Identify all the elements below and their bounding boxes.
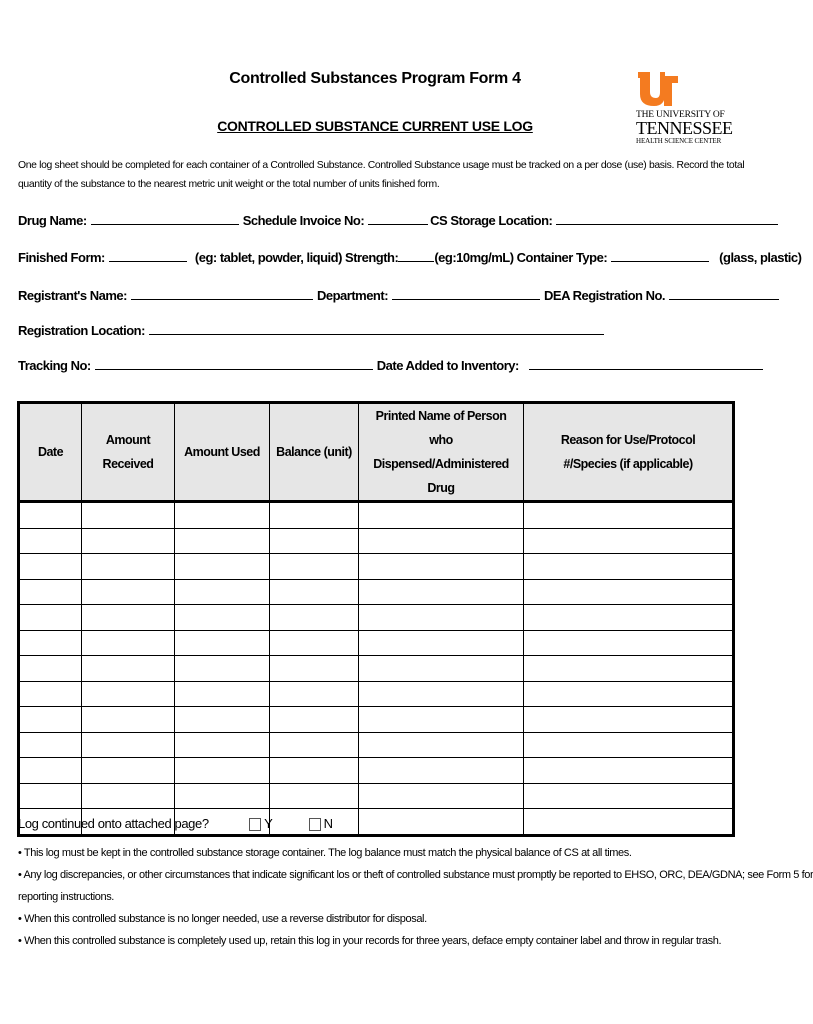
table-header-row <box>19 403 734 502</box>
table-cell[interactable] <box>19 758 82 784</box>
table-cell[interactable] <box>359 502 524 529</box>
bullet-3: • When this controlled substance is no longer needed, use a reverse distributor for disposal. <box>18 913 427 925</box>
bullet-2b: reporting instructions. <box>18 891 114 903</box>
table-cell[interactable] <box>359 605 524 631</box>
table-cell[interactable] <box>82 528 175 554</box>
table-cell[interactable] <box>19 732 82 758</box>
table-cell[interactable] <box>359 656 524 682</box>
col-amount-received: Amount Received <box>82 403 175 502</box>
logo-line-1: THE UNIVERSITY OF <box>636 110 725 120</box>
table-cell[interactable] <box>175 732 270 758</box>
yes-checkbox[interactable] <box>249 818 261 831</box>
table-row <box>19 554 734 580</box>
table-cell[interactable] <box>19 681 82 707</box>
table-cell[interactable] <box>82 502 175 529</box>
reg-location-row <box>18 322 608 338</box>
col-printed-name: Printed Name of Person who Dispensed/Administered Drug <box>359 403 524 502</box>
dea-label: DEA Registration No. <box>544 288 666 303</box>
registrant-field[interactable] <box>131 287 313 300</box>
table-cell[interactable] <box>19 554 82 580</box>
table-cell[interactable] <box>270 681 359 707</box>
table-cell[interactable] <box>270 707 359 733</box>
date-added-label: Date Added to Inventory: <box>376 358 519 373</box>
finished-form-field[interactable] <box>109 249 187 262</box>
table-row <box>19 758 734 784</box>
table-cell[interactable] <box>359 809 524 836</box>
strength-field[interactable] <box>398 249 434 262</box>
reg-location-field[interactable] <box>149 322 604 335</box>
form-example-label: (eg: tablet, powder, liquid) Strength: <box>194 250 399 265</box>
table-cell[interactable] <box>19 605 82 631</box>
table-cell[interactable] <box>270 605 359 631</box>
dea-field[interactable] <box>669 287 779 300</box>
table-cell[interactable] <box>82 605 175 631</box>
table-cell[interactable] <box>359 630 524 656</box>
table-cell[interactable] <box>175 554 270 580</box>
table-cell[interactable] <box>175 656 270 682</box>
table-cell[interactable] <box>524 579 734 605</box>
table-cell[interactable] <box>524 809 734 836</box>
table-cell[interactable] <box>270 630 359 656</box>
table-cell[interactable] <box>524 707 734 733</box>
table-cell[interactable] <box>359 554 524 580</box>
table-cell[interactable] <box>524 554 734 580</box>
bullet-4: • When this controlled substance is completely used up, retain this log in your records for three years, deface empty container label and throw in regular trash. <box>18 935 722 947</box>
cs-storage-field[interactable] <box>556 212 778 225</box>
table-cell[interactable] <box>82 707 175 733</box>
table-cell[interactable] <box>82 732 175 758</box>
tracking-field[interactable] <box>95 357 373 370</box>
strength-example-label: (eg:10mg/mL) Container Type: <box>434 250 608 265</box>
department-label: Department: <box>316 288 389 303</box>
cs-storage-label: CS Storage Location: <box>430 213 553 228</box>
tracking-row <box>18 357 767 373</box>
university-logo <box>636 72 733 145</box>
table-cell[interactable] <box>270 554 359 580</box>
table-cell[interactable] <box>19 656 82 682</box>
table-row <box>19 630 734 656</box>
table-row <box>19 605 734 631</box>
table-cell[interactable] <box>82 630 175 656</box>
table-cell[interactable] <box>270 528 359 554</box>
table-cell[interactable] <box>175 579 270 605</box>
no-checkbox[interactable] <box>309 818 321 831</box>
container-type-field[interactable] <box>611 249 709 262</box>
table-cell[interactable] <box>524 732 734 758</box>
table-cell[interactable] <box>175 630 270 656</box>
table-cell[interactable] <box>19 579 82 605</box>
table-cell[interactable] <box>19 502 82 529</box>
table-cell[interactable] <box>270 732 359 758</box>
table-cell[interactable] <box>359 732 524 758</box>
table-cell[interactable] <box>19 528 82 554</box>
date-added-field[interactable] <box>529 357 763 370</box>
container-example-label: (glass, plastic) <box>719 250 802 265</box>
table-row <box>19 732 734 758</box>
schedule-invoice-field[interactable] <box>368 212 428 225</box>
table-row <box>19 579 734 605</box>
drug-info-row <box>18 212 782 228</box>
table-cell[interactable] <box>82 758 175 784</box>
department-field[interactable] <box>392 287 540 300</box>
table-cell[interactable] <box>175 707 270 733</box>
table-cell[interactable] <box>359 758 524 784</box>
table-cell[interactable] <box>524 758 734 784</box>
intro-text <box>18 156 745 194</box>
intro-line-2: quantity of the substance to the nearest metric unit weight or the total number of units finished form. <box>18 179 440 190</box>
table-cell[interactable] <box>359 528 524 554</box>
table-body <box>19 502 734 836</box>
registrant-row <box>18 287 783 303</box>
table-cell[interactable] <box>524 528 734 554</box>
table-cell[interactable] <box>524 681 734 707</box>
col-reason: Reason for Use/Protocol #/Species (if applicable) <box>524 403 734 502</box>
table-cell[interactable] <box>82 783 175 809</box>
ut-logo-icon <box>638 72 678 106</box>
table-cell[interactable] <box>82 681 175 707</box>
form-info-row <box>18 249 801 265</box>
table-row <box>19 656 734 682</box>
continued-label: Log continued onto attached page? <box>18 816 209 831</box>
bullet-2a: • Any log discrepancies, or other circumstances that indicate significant los or theft of controlled substance must promptly be reported to EHSO, ORC, DEA/GDNA; see Form 5 for <box>18 869 813 881</box>
col-date: Date <box>19 403 82 502</box>
table-cell[interactable] <box>359 707 524 733</box>
table-cell[interactable] <box>270 579 359 605</box>
reg-location-label: Registration Location: <box>18 323 145 338</box>
intro-line-1: One log sheet should be completed for each container of a Controlled Substance. Controlled Substance usage must be tracked on a per dose (use) basis. Record the total <box>18 160 745 171</box>
table-cell[interactable] <box>270 656 359 682</box>
table-cell[interactable] <box>524 783 734 809</box>
logo-line-2: TENNESSEE <box>636 118 733 138</box>
table-cell[interactable] <box>359 681 524 707</box>
table-cell[interactable] <box>524 605 734 631</box>
table-cell[interactable] <box>359 579 524 605</box>
table-cell[interactable] <box>19 630 82 656</box>
table-cell[interactable] <box>524 502 734 529</box>
drug-name-label: Drug Name: <box>18 213 87 228</box>
yes-label: Y <box>264 816 273 831</box>
schedule-invoice-label: Schedule Invoice No: <box>242 213 365 228</box>
logo-line-3: HEALTH SCIENCE CENTER <box>636 137 722 145</box>
table-cell[interactable] <box>524 656 734 682</box>
table-row <box>19 502 734 529</box>
table-cell[interactable] <box>175 681 270 707</box>
tracking-label: Tracking No: <box>18 358 91 373</box>
footer-notes <box>18 842 813 952</box>
table-cell[interactable] <box>82 554 175 580</box>
table-cell[interactable] <box>175 758 270 784</box>
table-cell[interactable] <box>175 783 270 809</box>
col-amount-used: Amount Used <box>175 403 270 502</box>
table-cell[interactable] <box>524 630 734 656</box>
table-cell[interactable] <box>270 758 359 784</box>
table-cell[interactable] <box>270 783 359 809</box>
table-cell[interactable] <box>82 656 175 682</box>
continued-question <box>18 816 333 831</box>
registrant-label: Registrant's Name: <box>18 288 127 303</box>
drug-name-field[interactable] <box>91 212 239 225</box>
table-row <box>19 681 734 707</box>
table-cell[interactable] <box>359 783 524 809</box>
table-cell[interactable] <box>175 528 270 554</box>
use-log-table <box>17 401 735 837</box>
bullet-1: • This log must be kept in the controlled substance storage container. The log balance must match the physical balance of CS at all times. <box>18 847 632 859</box>
table-cell[interactable] <box>270 502 359 529</box>
table-cell[interactable] <box>19 707 82 733</box>
log-title: CONTROLLED SUBSTANCE CURRENT USE LOG <box>217 118 533 134</box>
col-balance: Balance (unit) <box>270 403 359 502</box>
table-cell[interactable] <box>175 502 270 529</box>
form-title: Controlled Substances Program Form 4 <box>229 70 521 87</box>
table-row <box>19 528 734 554</box>
table-row <box>19 783 734 809</box>
finished-form-label: Finished Form: <box>18 250 105 265</box>
table-cell[interactable] <box>19 783 82 809</box>
no-label: N <box>323 816 333 831</box>
table-cell[interactable] <box>82 579 175 605</box>
table-row <box>19 707 734 733</box>
table-cell[interactable] <box>175 605 270 631</box>
